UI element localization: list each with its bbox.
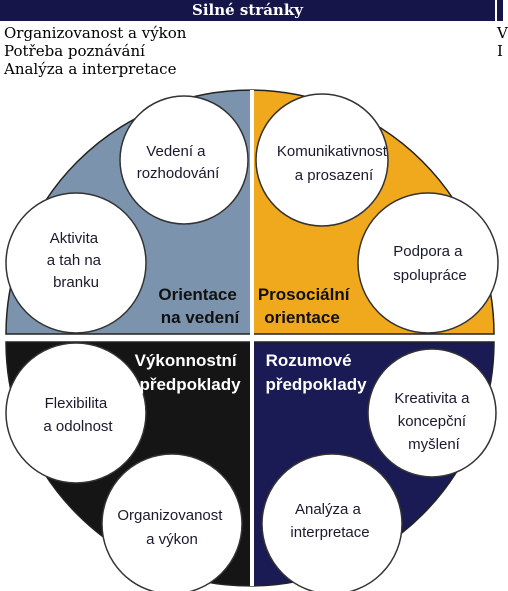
circle-label-podpora: Podpora a spolupráce — [393, 243, 467, 284]
circle-komunikativnost-a-prosazeni — [256, 94, 388, 226]
quadrant-label-prosocialni-orientace: Prosociální orientace — [257, 285, 350, 327]
circle-flexibilita-a-odolnost — [6, 343, 146, 483]
quadrant-label-orientace-na-vedeni: Orientace na vedení — [158, 285, 240, 327]
circle-analyza-a-interpretace — [262, 454, 402, 591]
strength-item: Potřeba poznávání — [4, 42, 145, 60]
quadrant-label-vykonnostni-predpoklady: Výkonnostní předpoklady — [134, 351, 241, 394]
adjacent-item: I — [497, 42, 503, 60]
circle-label-aktivita: Aktivita a tah na branku — [46, 230, 102, 291]
circle-label-kreativita: Kreativita a koncepční myšlení — [394, 390, 470, 453]
strength-item: Organizovanost a výkon — [4, 24, 187, 42]
adjacent-item: V — [497, 24, 508, 42]
circle-label-analyza: Analýza a interpretace — [290, 501, 370, 541]
quadrant-label-rozumove-predpoklady: Rozumové předpoklady — [265, 351, 367, 394]
circle-label-komunikativnost: Komunikativnost a prosazení — [276, 143, 387, 184]
strength-item: Analýza a interpretace — [4, 60, 177, 78]
circle-vedeni-a-rozhodovani — [120, 96, 248, 224]
circle-label-organizovanost: Organizovanost a výkon — [117, 507, 223, 548]
circle-label-flexibilita: Flexibilita a odolnost — [43, 395, 113, 435]
section-header: Silné stránky — [0, 0, 495, 21]
circle-podpora-a-spoluprace — [358, 193, 498, 333]
circle-label-vedeni: Vedení a rozhodování — [136, 143, 220, 182]
